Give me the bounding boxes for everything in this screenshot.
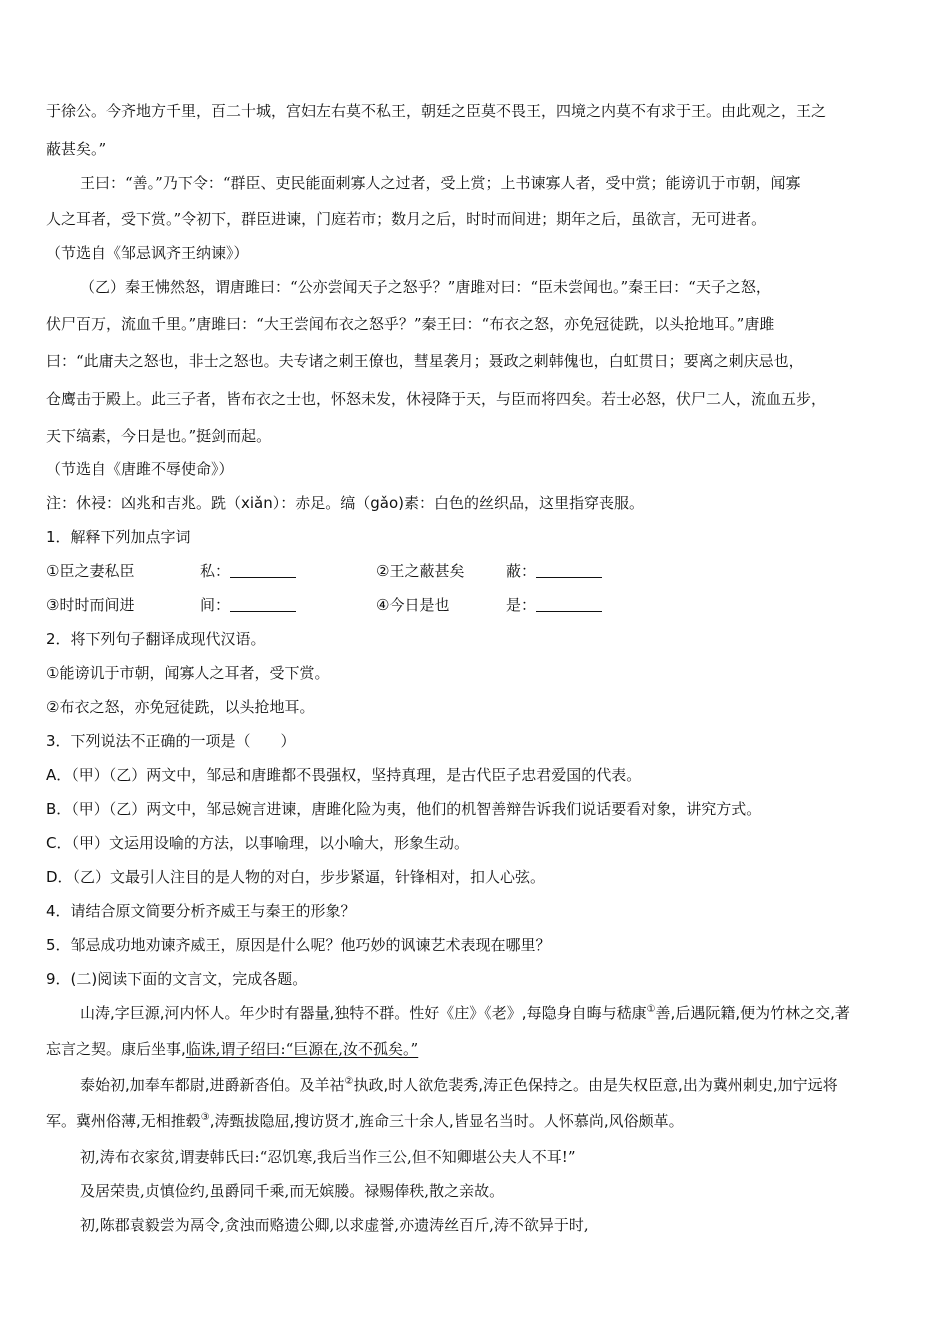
q9-para4: 及居荣贵,贞慎俭约,虽爵同千乘,而无嫔媵。禄赐俸秩,散之亲故。 — [80, 1182, 505, 1200]
jia-line-4: 人之耳者，受下赏。”令初下，群臣进谏，门庭若市；数月之后，时时而间进；期年之后，虽欲言，无可进者。 — [46, 210, 767, 228]
jia-line-3: 王曰：“善。”乃下令：“群臣、吏民能面刺寡人之过者，受上赏；上书谏寡人者，受中赏；能谤讥于市朝，闻寡 — [80, 174, 801, 192]
note-line: 注：休祲：凶兆和吉兆。跣（xiǎn）：赤足。缟（gǎo)素：白色的丝织品，这里指穿丧服。 — [46, 494, 644, 512]
jia-line-1: 于徐公。今齐地方千里，百二十城，宫妇左右莫不私王，朝廷之臣莫不畏王，四境之内莫不有求于王。由此观之，王之 — [46, 102, 827, 120]
q3-option-d[interactable]: D．（乙）文最引人注目的是人物的对白，步步紧逼，针锋相对，扣人心弦。 — [46, 868, 546, 886]
q1-word-4 — [506, 594, 602, 616]
q9-para1-text-a: 山涛,字巨源,河内怀人。年少时有器量,独特不群。性好《庄》《老》,每隐身自晦与嵇康 — [80, 1004, 647, 1022]
q1-title: 1．解释下列加点字词 — [46, 528, 191, 546]
q9-para3: 初,涛布衣家贫,谓妻韩氏曰:“忍饥寒,我后当作三公,但不知卿堪公夫人不耳!” — [80, 1148, 576, 1166]
yi-line-5: 天下缟素，今日是也。”挺剑而起。 — [46, 427, 272, 445]
q2-sentence-1: ①能谤讥于市朝，闻寡人之耳者，受下赏。 — [46, 664, 330, 682]
q3-option-c[interactable]: C．（甲）文运用设喻的方法，以事喻理，以小喻大，形象生动。 — [46, 834, 469, 852]
q1-row-1 — [46, 560, 908, 582]
q1-phrase-2: ②王之蔽甚矣 — [376, 562, 465, 580]
underlined-sentence: 临诛,谓子绍曰:“巨源在,汝不孤矣。” — [185, 1040, 419, 1058]
q1-answer-blank-3[interactable] — [230, 595, 296, 612]
q1-row-2 — [46, 594, 908, 616]
q9-para1-text-b: 善,后遇阮籍,便为竹林之交,著 — [655, 1004, 850, 1022]
q1-word-3 — [200, 594, 296, 616]
q9-para1-text-c: 忘言之契。康后坐事, — [46, 1040, 186, 1058]
q1-word-2-label: 蔽： — [506, 562, 537, 580]
q2-title: 2．将下列句子翻译成现代汉语。 — [46, 630, 266, 648]
q3-option-a[interactable]: A．（甲）（乙）两文中，邹忌和唐雎都不畏强权，坚持真理，是古代臣子忠君爱国的代表。 — [46, 766, 642, 784]
yi-line-4: 仓鹰击于殿上。此三子者，皆布衣之士也，怀怒未发，休祲降于天，与臣而将四矣。若士必怒，伏尸二人，流血五步， — [46, 390, 827, 408]
q1-phrase-1: ①臣之妻私臣 — [46, 562, 135, 580]
q9-para2-text-b: 执政,时人欲危裴秀,涛正色保持之。由是失权臣意,出为冀州刺史,加宁远将 — [353, 1076, 838, 1094]
footnote-mark-1: ① — [646, 1004, 656, 1015]
q1-phrase-3: ③时时而间进 — [46, 596, 135, 614]
q9-para5: 初,陈郡袁毅尝为鬲令,贪浊而赂遗公卿,以求虚誉,亦遗涛丝百斤,涛不欲异于时, — [80, 1216, 589, 1234]
q9-para2-text-a: 泰始初,加奉车都尉,进爵新沓伯。及羊祜 — [80, 1076, 345, 1094]
q1-word-3-label: 间： — [200, 596, 231, 614]
q1-word-1-label: 私： — [200, 562, 231, 580]
footnote-mark-3: ③ — [200, 1112, 210, 1123]
q9-para1-line2 — [46, 1038, 908, 1060]
yi-line-3: 曰：“此庸夫之怒也，非士之怒也。夫专诸之刺王僚也，彗星袭月；聂政之刺韩傀也，白虹贯日；要离之刺庆忌也， — [46, 352, 804, 370]
yi-source: （节选自《唐雎不辱使命》） — [46, 460, 234, 478]
footnote-mark-2: ② — [344, 1076, 354, 1087]
q1-answer-blank-1[interactable] — [230, 561, 296, 578]
q4-text: 4．请结合原文简要分析齐威王与秦王的形象？ — [46, 902, 356, 920]
q1-phrase-4: ④今日是也 — [376, 596, 450, 614]
yi-line-1: （乙）秦王怫然怒，谓唐雎曰：“公亦尝闻天子之怒乎？”唐雎对曰：“臣未尝闻也。”秦王曰：“天子之怒， — [80, 278, 771, 296]
q9-para2-line1 — [80, 1074, 908, 1096]
q9-title: 9．(二)阅读下面的文言文，完成各题。 — [46, 970, 308, 988]
q1-word-1 — [200, 560, 296, 582]
jia-line-2: 蔽甚矣。” — [46, 140, 107, 158]
q1-answer-blank-2[interactable] — [536, 561, 602, 578]
q9-para1-line1 — [80, 1002, 908, 1024]
q3-title: 3．下列说法不正确的一项是（ ） — [46, 732, 296, 750]
yi-line-2: 伏尸百万，流血千里。”唐雎曰：“大王尝闻布衣之怒乎？”秦王曰：“布衣之怒，亦免冠徒跣，以头抢地耳。”唐雎 — [46, 315, 775, 333]
q9-para2-line2 — [46, 1110, 908, 1132]
q9-para2-text-d: ,涛甄拔隐屈,搜访贤才,旌命三十余人,皆显名当时。人怀慕尚,风俗颇革。 — [209, 1112, 684, 1130]
q1-word-4-label: 是： — [506, 596, 537, 614]
q9-para2-text-c: 军。冀州俗薄,无相推毂 — [46, 1112, 201, 1130]
jia-source: （节选自《邹忌讽齐王纳谏》） — [46, 244, 249, 262]
q2-sentence-2: ②布衣之怒，亦免冠徒跣，以头抢地耳。 — [46, 698, 315, 716]
q5-text: 5．邹忌成功地劝谏齐威王，原因是什么呢？他巧妙的讽谏艺术表现在哪里？ — [46, 936, 551, 954]
q1-word-2 — [506, 560, 602, 582]
q1-answer-blank-4[interactable] — [536, 595, 602, 612]
q3-option-b[interactable]: B．（甲）（乙）两文中，邹忌婉言进谏，唐雎化险为夷，他们的机智善辩告诉我们说话要看对象，讲究方式。 — [46, 800, 762, 818]
